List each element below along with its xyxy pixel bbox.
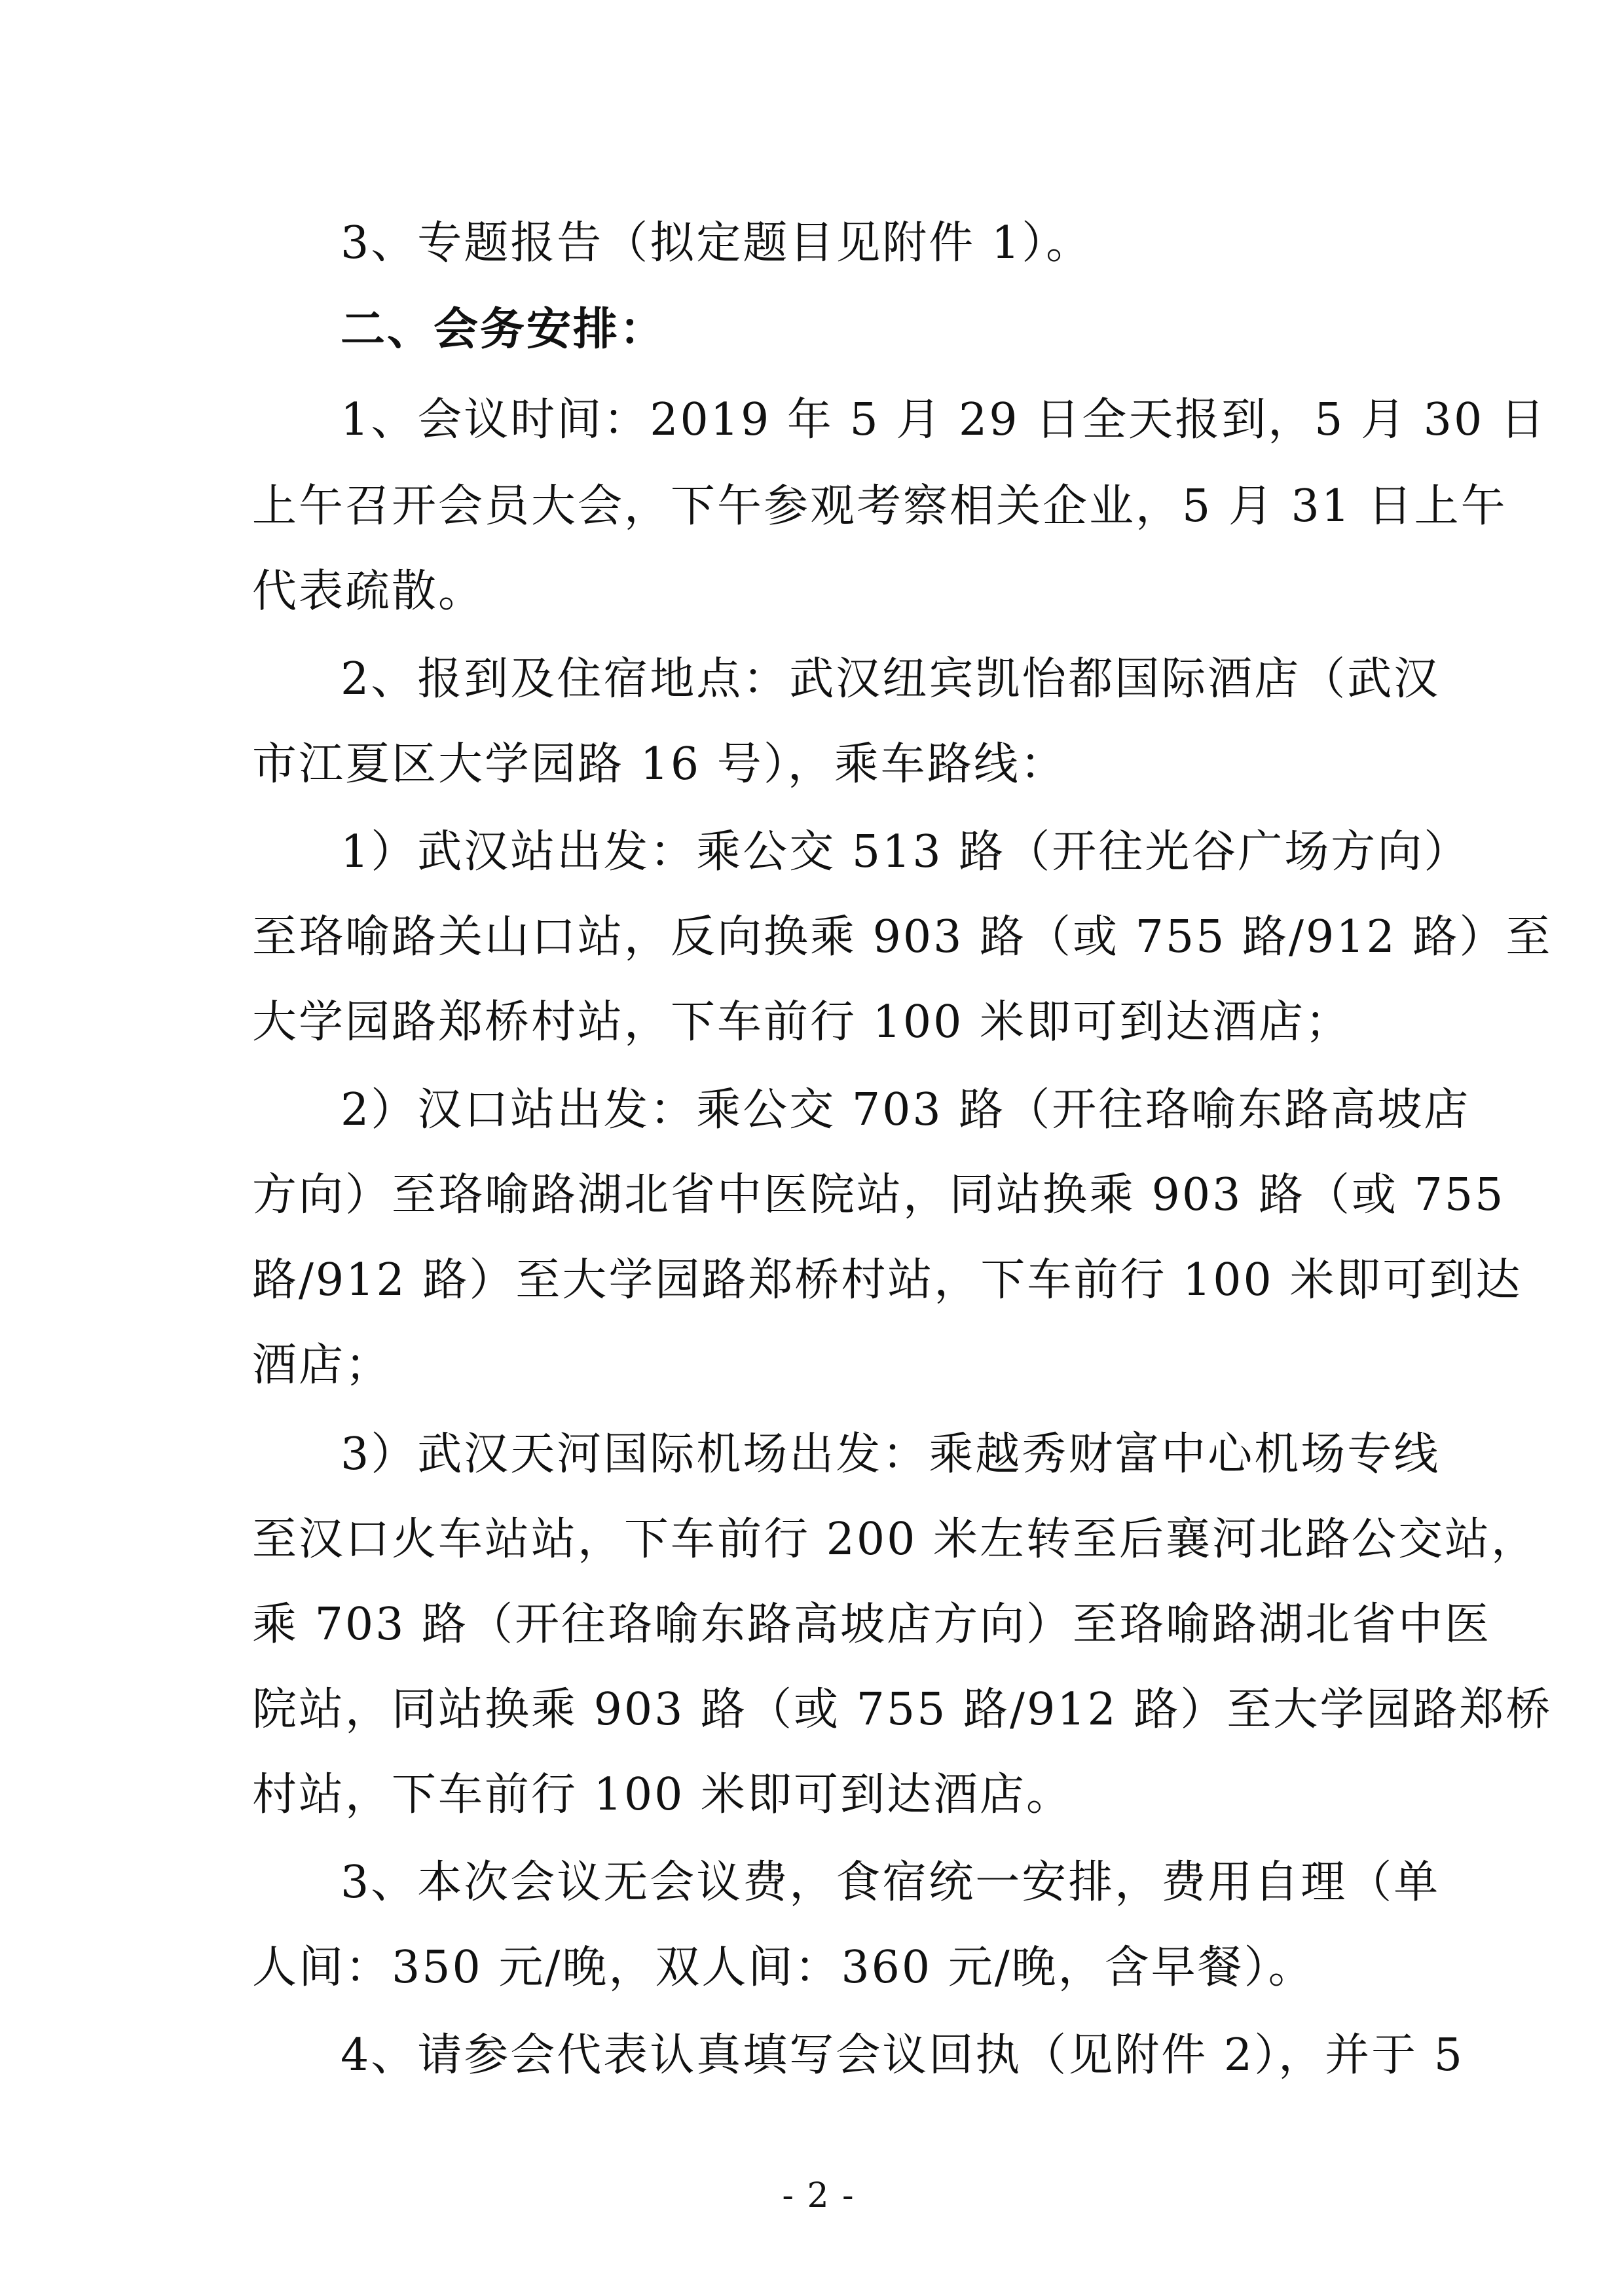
document-line: 大学园路郑桥村站，下车前行 100 米即可到达酒店； bbox=[252, 996, 1352, 1048]
document-line: 路/912 路）至大学园路郑桥村站，下车前行 100 米即可到达 bbox=[252, 1254, 1522, 1306]
document-line: 3、专题报告（拟定题目见附件 1）。 bbox=[341, 217, 1093, 269]
document-line: 人间：350 元/晚，双人间：360 元/晚，含早餐）。 bbox=[252, 1942, 1315, 1994]
document-line: 至汉口火车站站，下车前行 200 米左转至后襄河北路公交站， bbox=[252, 1514, 1538, 1565]
document-line: 3）武汉天河国际机场出发：乘越秀财富中心机场专线 bbox=[341, 1429, 1441, 1480]
document-line: 院站，同站换乘 903 路（或 755 路/912 路）至大学园路郑桥 bbox=[252, 1684, 1553, 1736]
document-line: 1）武汉站出发：乘公交 513 路（开往光谷广场方向） bbox=[341, 826, 1471, 878]
document-line: 乘 703 路（开往珞喻东路高坡店方向）至珞喻路湖北省中医 bbox=[252, 1599, 1492, 1650]
document-line: 代表疏散。 bbox=[252, 566, 485, 617]
document-line: 上午召开会员大会，下午参观考察相关企业，5 月 31 日上午 bbox=[252, 481, 1507, 532]
document-line: 方向）至珞喻路湖北省中医院站，同站换乘 903 路（或 755 bbox=[252, 1169, 1505, 1221]
document-line: 2、报到及住宿地点：武汉纽宾凯怡都国际酒店（武汉 bbox=[341, 653, 1441, 705]
document-line: 3、本次会议无会议费，食宿统一安排，费用自理（单 bbox=[341, 1857, 1441, 1908]
document-line: 市江夏区大学园路 16 号），乘车路线： bbox=[252, 738, 1067, 790]
section-heading: 二、会务安排： bbox=[341, 304, 667, 355]
page-number: - 2 - bbox=[782, 2176, 855, 2215]
document-line: 村站，下车前行 100 米即可到达酒店。 bbox=[252, 1769, 1073, 1821]
document-line: 至珞喻路关山口站，反向换乘 903 路（或 755 路/912 路）至 bbox=[252, 911, 1553, 963]
document-line: 酒店； bbox=[252, 1339, 392, 1391]
document-line: 2）汉口站出发：乘公交 703 路（开往珞喻东路高坡店 bbox=[341, 1084, 1471, 1136]
document-line: 4、请参会代表认真填写会议回执（见附件 2），并于 5 bbox=[341, 2030, 1465, 2081]
document-line: 1、会议时间：2019 年 5 月 29 日全天报到，5 月 30 日 bbox=[341, 394, 1547, 446]
